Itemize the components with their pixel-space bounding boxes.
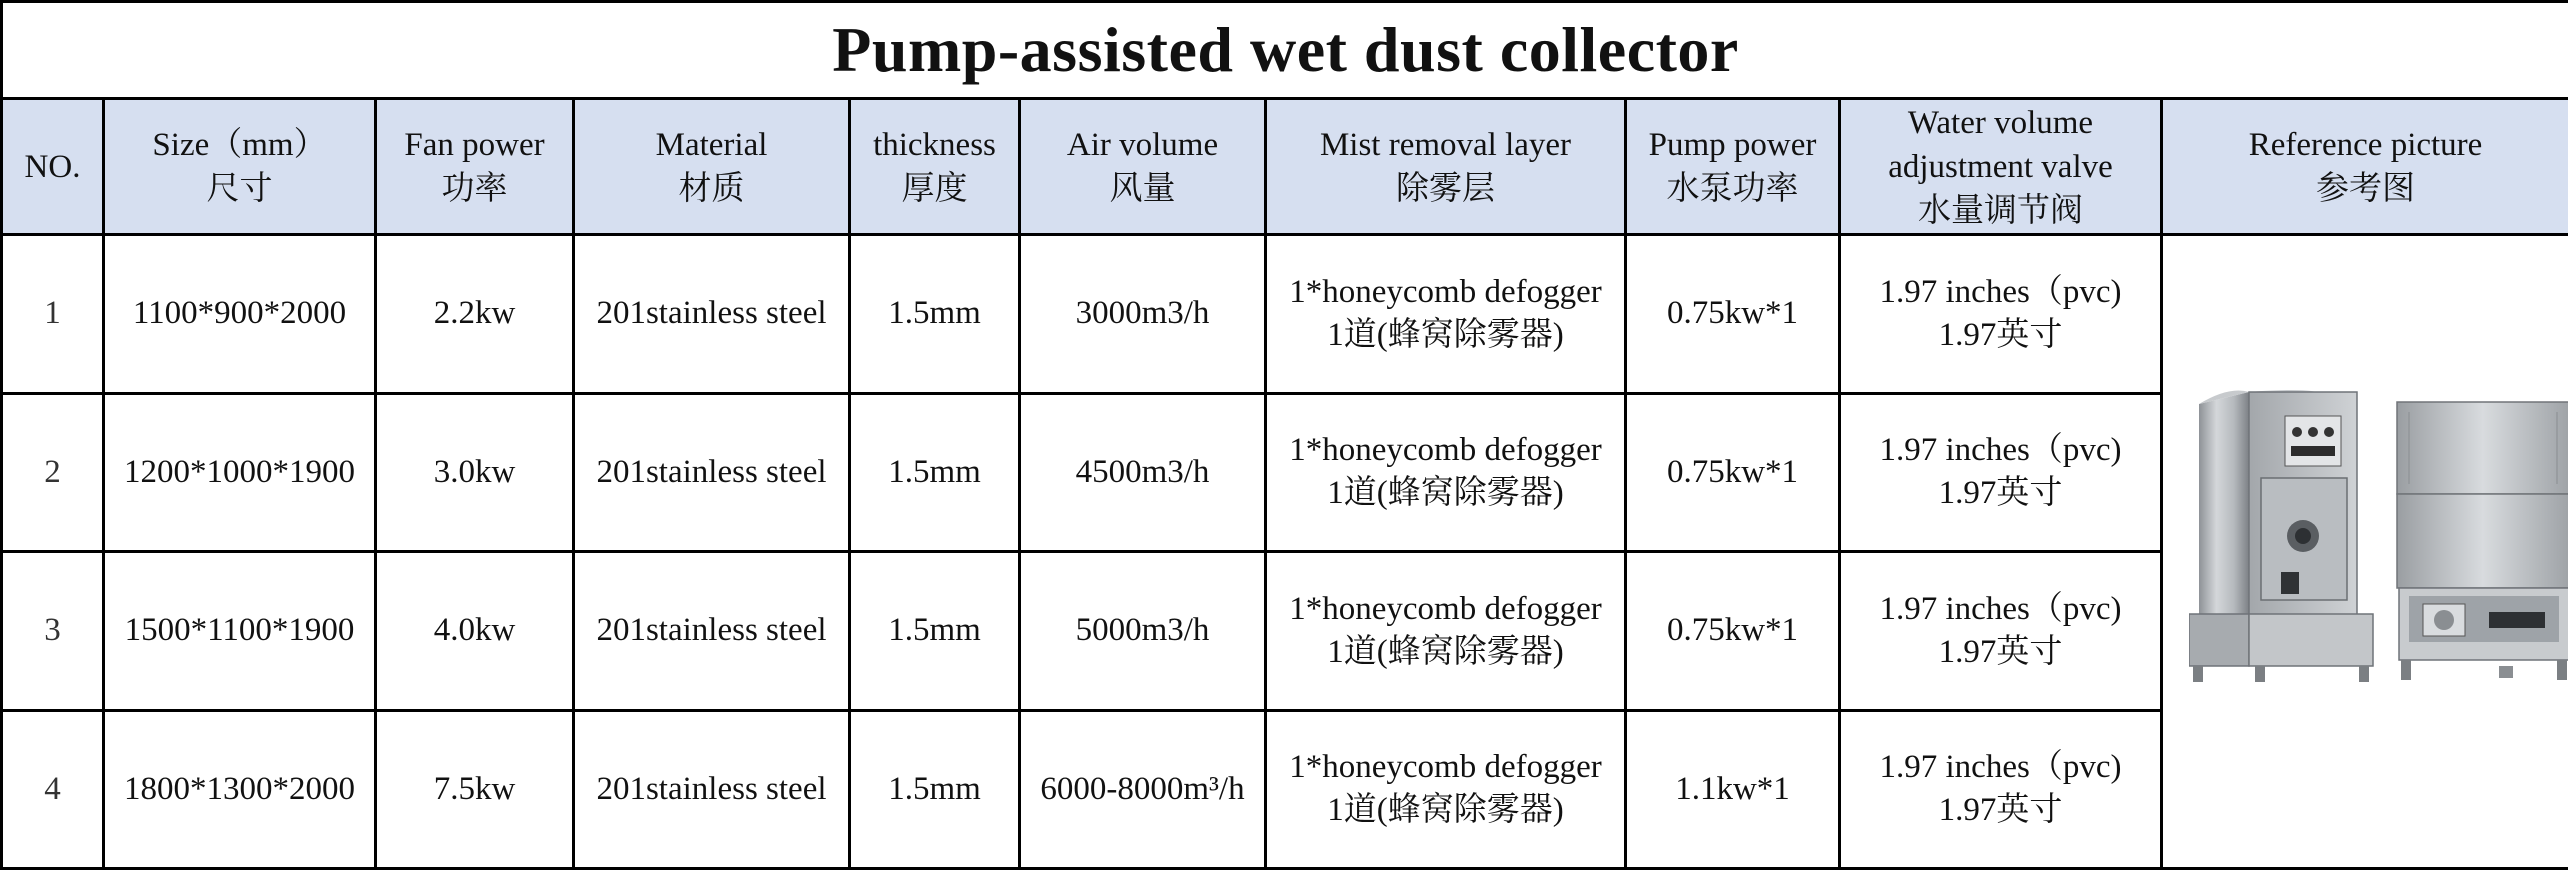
cell-fan-power: 7.5kw xyxy=(376,710,574,869)
cell-water-valve: 1.97 inches（pvc) 1.97英寸 xyxy=(1840,552,2162,711)
header-mist-removal-layer: Mist removal layer 除雾层 xyxy=(1266,99,1626,235)
cell-thickness: 1.5mm xyxy=(850,393,1020,552)
cell-air-volume: 3000m3/h xyxy=(1020,235,1266,394)
header-thickness: thickness 厚度 xyxy=(850,99,1020,235)
cell-size: 1500*1100*1900 xyxy=(104,552,376,711)
reference-picture-cell xyxy=(2162,235,2568,869)
cell-pump-power: 1.1kw*1 xyxy=(1626,710,1840,869)
header-water-valve: Water volume adjustment valve 水量调节阀 xyxy=(1840,99,2162,235)
cell-fan-power: 2.2kw xyxy=(376,235,574,394)
cell-material: 201stainless steel xyxy=(574,393,850,552)
cell-air-volume: 4500m3/h xyxy=(1020,393,1266,552)
header-size: Size（mm） 尺寸 xyxy=(104,99,376,235)
cell-thickness: 1.5mm xyxy=(850,235,1020,394)
header-air-volume: Air volume 风量 xyxy=(1020,99,1266,235)
cell-thickness: 1.5mm xyxy=(850,552,1020,711)
cell-thickness: 1.5mm xyxy=(850,710,1020,869)
cell-no: 2 xyxy=(2,393,104,552)
cell-mist-layer: 1*honeycomb defogger 1道(蜂窝除雾器) xyxy=(1266,552,1626,711)
header-row xyxy=(2,99,2568,235)
cell-material: 201stainless steel xyxy=(574,710,850,869)
cell-mist-layer: 1*honeycomb defogger 1道(蜂窝除雾器) xyxy=(1266,235,1626,394)
cell-size: 1800*1300*2000 xyxy=(104,710,376,869)
cell-no: 4 xyxy=(2,710,104,869)
header-pump-power: Pump power 水泵功率 xyxy=(1626,99,1840,235)
cell-fan-power: 3.0kw xyxy=(376,393,574,552)
cell-fan-power: 4.0kw xyxy=(376,552,574,711)
cell-air-volume: 5000m3/h xyxy=(1020,552,1266,711)
header-reference-picture: Reference picture 参考图 xyxy=(2162,99,2568,235)
cell-no: 3 xyxy=(2,552,104,711)
cell-material: 201stainless steel xyxy=(574,552,850,711)
cell-size: 1100*900*2000 xyxy=(104,235,376,394)
dust-collector-front-image xyxy=(2189,386,2379,684)
header-material: Material 材质 xyxy=(574,99,850,235)
cell-pump-power: 0.75kw*1 xyxy=(1626,235,1840,394)
dust-collector-side-image xyxy=(2389,398,2568,684)
cell-no: 1 xyxy=(2,235,104,394)
cell-water-valve: 1.97 inches（pvc) 1.97英寸 xyxy=(1840,393,2162,552)
table-title: Pump-assisted wet dust collector xyxy=(2,2,2568,99)
reference-picture xyxy=(2167,236,2564,867)
cell-pump-power: 0.75kw*1 xyxy=(1626,552,1840,711)
cell-water-valve: 1.97 inches（pvc) 1.97英寸 xyxy=(1840,235,2162,394)
cell-mist-layer: 1*honeycomb defogger 1道(蜂窝除雾器) xyxy=(1266,710,1626,869)
cell-size: 1200*1000*1900 xyxy=(104,393,376,552)
cell-air-volume: 6000-8000m³/h xyxy=(1020,710,1266,869)
cell-pump-power: 0.75kw*1 xyxy=(1626,393,1840,552)
table-row xyxy=(2,235,2568,394)
header-fan-power: Fan power 功率 xyxy=(376,99,574,235)
cell-material: 201stainless steel xyxy=(574,235,850,394)
header-no: NO. xyxy=(2,99,104,235)
cell-water-valve: 1.97 inches（pvc) 1.97英寸 xyxy=(1840,710,2162,869)
cell-mist-layer: 1*honeycomb defogger 1道(蜂窝除雾器) xyxy=(1266,393,1626,552)
